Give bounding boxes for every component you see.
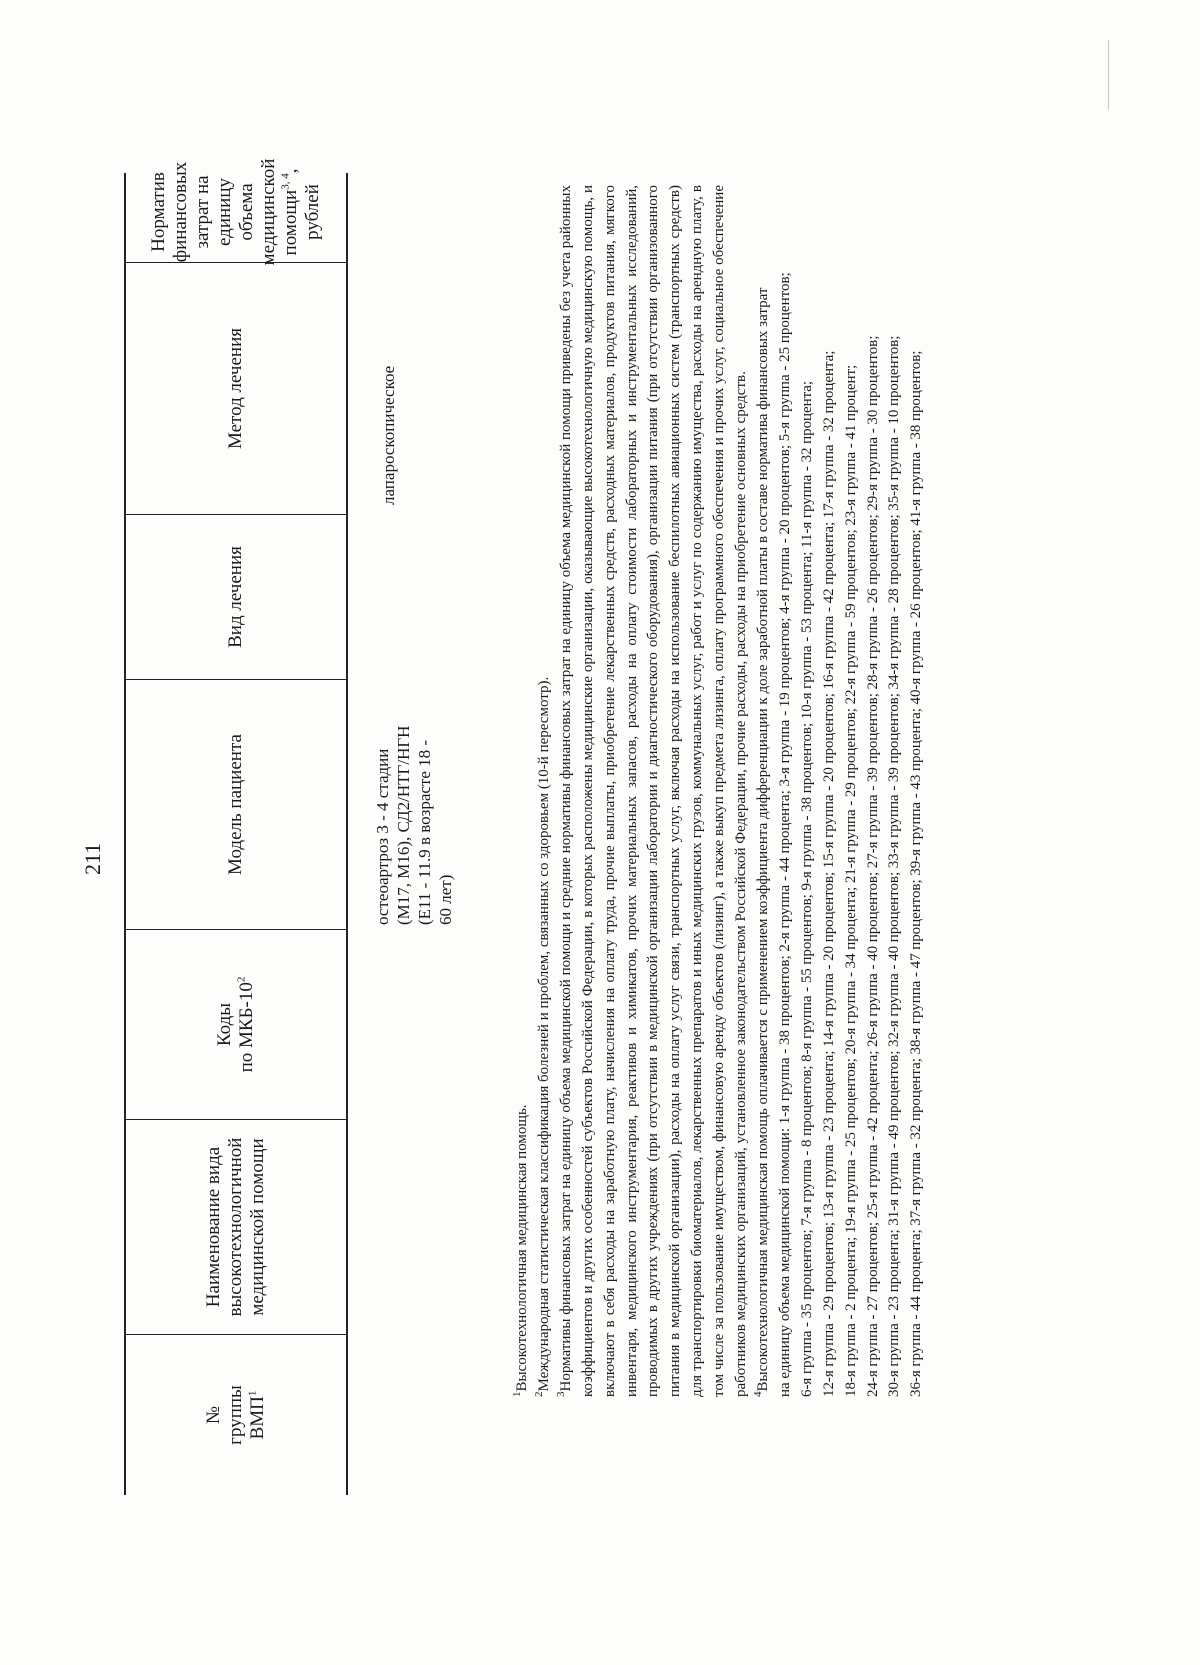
footnotes bbox=[512, 185, 928, 1397]
header-treatment-type: Вид лечения bbox=[225, 546, 246, 648]
footnote-3: $^3$Нормативы финансовых затрат на единицу объема медицинской помощи и средние нормативы финансовых затрат на единицу объема медицинской помощи приведены без учета районных коэффициентов и других особенностей субъектов Российской Федерации, в которых расположены медицинские организации, оказывающие высокотехнологичную медицинскую помощь, и включают в себя расходы на заработную плату, начисления на оплату труда, прочие выплаты, приобретение лекарственных средств, расходных материалов, продуктов питания, мягкого инвентаря, медицинского инструментария, реактивов и химикатов, прочих материальных запасов, расходы на оплату стоимости лабораторных и инструментальных исследований, проводимых в других учреждениях (при отсутствии в медицинской организации лаборатории и диагностического оборудования), организации питания (при отсутствии организованного питания в медицинской организации), расходы на оплату услуг связи, транспортных услуг, включая расходы на использование беспилотных авиационных систем (транспортных средств) для транспортировки биоматериалов, лекарственных препаратов и иных медицинских грузов, коммунальных услуг, работ и услуг по содержанию имущества, расходы на арендную плату, в том числе за пользование имуществом, финансовую аренду объектов (лизинг), а также выкуп предмета лизинга, оплату программного обеспечения и прочих услуг, социальное обеспечение работников медицинских организаций, установленное законодательством Российской Федерации, прочие расходы, расходы на приобретение основных средств. bbox=[554, 185, 750, 1397]
header-care-type-name: Наименование вида высокотехнологичной медицинской помощи bbox=[203, 1137, 268, 1317]
footnote-4: $^4$Высокотехнологичная медицинская помощь оплачивается с применением коэффициента дифференциации к доле заработной платы в составе норматива финансовых затрат bbox=[751, 287, 771, 1397]
header-group-number: № группы ВМП$^1$ bbox=[203, 1385, 268, 1445]
header-cost-norm: Норматив финансовых затрат на единицу объема медицинской помощи$^{3, 4}$, рублей bbox=[148, 158, 323, 266]
page-number: 211 bbox=[80, 842, 105, 875]
footnote-1: $^1$Высокотехнологичная медицинская помощь. bbox=[511, 1104, 530, 1397]
group-coefficients-line: 30-я группа - 23 процента; 31-я группа - 49 процентов; 32-я группа - 40 процентов; 33-я группа - 39 процентов; 34-я группа - 28 процентов; 35-я группа - 10 процентов; bbox=[886, 335, 903, 1397]
scan-artifact bbox=[1108, 40, 1109, 110]
header-patient-model: Модель пациента bbox=[225, 734, 246, 875]
header-treatment-method: Метод лечения bbox=[225, 328, 246, 450]
group-coefficients-line: 12-я группа - 29 процентов; 13-я группа - 23 процента; 14-я группа - 20 процентов; 15-я группа - 20 процентов; 16-я группа - 42 процента; 17-я группа - 32 процента; bbox=[820, 350, 837, 1397]
group-coefficients-line: 36-я группа - 44 процента; 37-я группа - 32 процента; 38-я группа - 47 процентов; 39-я группа - 43 процента; 40-я группа - 26 процентов; 41-я группа - 38 процентов; bbox=[908, 350, 925, 1397]
cell-patient-model: остеоартроз 3 - 4 стадии (M17, M16), СД2/НТГ/НГН (E11 - 11.9 в возрасте 18 - 60 лет) bbox=[373, 725, 455, 925]
table-header-bottom-rule bbox=[346, 173, 348, 1495]
group-coefficients-line: 6-я группа - 35 процентов; 7-я группа - 8 процентов; 8-я группа - 55 процентов; 9-я группа - 38 процентов; 10-я группа - 53 процента; 11-я группа - 32 процента; bbox=[798, 380, 815, 1397]
group-coefficients-line: 24-я группа - 27 процентов; 25-я группа - 42 процента; 26-я группа - 40 процентов; 27-я группа - 39 процентов; 28-я группа - 26 процентов; 29-я группа - 30 процентов; bbox=[864, 335, 881, 1397]
cell-treatment-method: лапароскопическое bbox=[379, 365, 398, 505]
footnote-4-continuation: на единицу объема медицинской помощи: 1-я группа - 38 процентов; 2-я группа - 44 процента; 3-я группа - 19 процентов; 4-я группа - 20 процентов; 5-я группа - 25 процентов; bbox=[776, 272, 793, 1397]
footnote-2: $^2$Международная статистическая классификация болезней и проблем, связанных со здоровьем (10-й пересмотр). bbox=[532, 676, 552, 1397]
header-icd10-codes: Коды по МКБ-$10^2$ bbox=[214, 976, 257, 1073]
group-coefficients-line: 18-я группа - 2 процента; 19-я группа - 25 процентов; 20-я группа - 34 процента; 21-я группа - 29 процентов; 22-я группа - 59 процентов; 23-я группа - 41 процент; bbox=[842, 364, 859, 1397]
